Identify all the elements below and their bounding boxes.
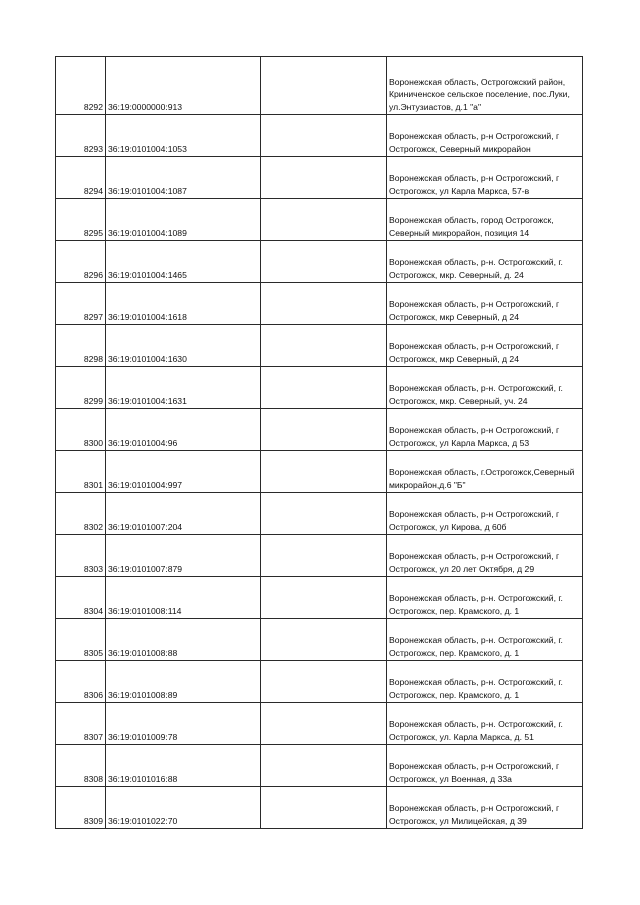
row-number-cell: 8294: [56, 157, 106, 199]
cadastral-number-cell: 36:19:0101008:114: [106, 577, 261, 619]
empty-cell: [261, 409, 387, 451]
table-row: [56, 283, 583, 325]
row-number-cell: 8297: [56, 283, 106, 325]
empty-cell: [261, 283, 387, 325]
row-number-cell: 8302: [56, 493, 106, 535]
empty-cell: [261, 241, 387, 283]
cadastral-number-cell: 36:19:0101004:1087: [106, 157, 261, 199]
cadastral-number-cell: 36:19:0101022:70: [106, 787, 261, 829]
table-row: [56, 787, 583, 829]
cadastral-number-cell: 36:19:0101004:1089: [106, 199, 261, 241]
address-cell: Воронежская область, р-н. Острогожский, г. Острогожск, пер. Крамского, д. 1: [387, 661, 583, 703]
row-number-cell: 8299: [56, 367, 106, 409]
table-row: [56, 535, 583, 577]
cadastral-number-cell: 36:19:0101004:1465: [106, 241, 261, 283]
cadastral-number-cell: 36:19:0101016:88: [106, 745, 261, 787]
row-number-cell: 8293: [56, 115, 106, 157]
cadastral-number-cell: 36:19:0101004:1630: [106, 325, 261, 367]
row-number-cell: 8308: [56, 745, 106, 787]
empty-cell: [261, 199, 387, 241]
address-cell: Воронежская область, р-н Острогожский, г Острогожск, мкр Северный, д 24: [387, 283, 583, 325]
address-cell: Воронежская область, город Острогожск, Северный микрорайон, позиция 14: [387, 199, 583, 241]
empty-cell: [261, 157, 387, 199]
records-table-body: [56, 57, 583, 829]
empty-cell: [261, 451, 387, 493]
row-number-cell: 8309: [56, 787, 106, 829]
address-cell: Воронежская область, р-н. Острогожский, г. Острогожск, мкр. Северный, уч. 24: [387, 367, 583, 409]
cadastral-number-cell: 36:19:0101008:89: [106, 661, 261, 703]
table-row: [56, 703, 583, 745]
table-row: [56, 451, 583, 493]
row-number-cell: 8295: [56, 199, 106, 241]
cadastral-number-cell: 36:19:0101008:88: [106, 619, 261, 661]
address-cell: Воронежская область, р-н Острогожский, г Острогожск, мкр Северный, д 24: [387, 325, 583, 367]
cadastral-number-cell: 36:19:0101009:78: [106, 703, 261, 745]
address-cell: Воронежская область, р-н Острогожский, г Острогожск, ул Карла Маркса, 57-в: [387, 157, 583, 199]
table-row: [56, 493, 583, 535]
empty-cell: [261, 787, 387, 829]
cadastral-number-cell: 36:19:0101007:879: [106, 535, 261, 577]
table-row: [56, 57, 583, 115]
row-number-cell: 8303: [56, 535, 106, 577]
row-number-cell: 8307: [56, 703, 106, 745]
table-row: [56, 199, 583, 241]
address-cell: Воронежская область, р-н Острогожский, г Острогожск, ул Кирова, д 60б: [387, 493, 583, 535]
row-number-cell: 8301: [56, 451, 106, 493]
table-row: [56, 241, 583, 283]
table-row: [56, 325, 583, 367]
records-table: [55, 56, 583, 829]
cadastral-number-cell: 36:19:0101007:204: [106, 493, 261, 535]
address-cell: Воронежская область, р-н Острогожский, г Острогожск, ул 20 лет Октября, д 29: [387, 535, 583, 577]
address-cell: Воронежская область, р-н Острогожский, г Острогожск, Северный микрорайон: [387, 115, 583, 157]
row-number-cell: 8292: [56, 57, 106, 115]
table-row: [56, 409, 583, 451]
empty-cell: [261, 577, 387, 619]
table-row: [56, 619, 583, 661]
table-row: [56, 661, 583, 703]
address-cell: Воронежская область, р-н Острогожский, г Острогожск, ул Военная, д 33а: [387, 745, 583, 787]
row-number-cell: 8296: [56, 241, 106, 283]
row-number-cell: 8298: [56, 325, 106, 367]
cadastral-number-cell: 36:19:0101004:96: [106, 409, 261, 451]
empty-cell: [261, 367, 387, 409]
address-cell: Воронежская область, р-н Острогожский, г Острогожск, ул Милицейская, д 39: [387, 787, 583, 829]
empty-cell: [261, 115, 387, 157]
empty-cell: [261, 661, 387, 703]
table-row: [56, 577, 583, 619]
address-cell: Воронежская область, р-н. Острогожский, г. Острогожск, ул. Карла Маркса, д. 51: [387, 703, 583, 745]
row-number-cell: 8304: [56, 577, 106, 619]
table-row: [56, 157, 583, 199]
empty-cell: [261, 325, 387, 367]
cadastral-number-cell: 36:19:0101004:1053: [106, 115, 261, 157]
empty-cell: [261, 57, 387, 115]
cadastral-number-cell: 36:19:0101004:997: [106, 451, 261, 493]
address-cell: Воронежская область, г.Острогожск,Северный микрорайон,д.6 "Б": [387, 451, 583, 493]
table-row: [56, 367, 583, 409]
cadastral-number-cell: 36:19:0000000:913: [106, 57, 261, 115]
address-cell: Воронежская область, Острогожский район, Криниченское сельское поселение, пос.Луки, ул.Энтузиастов, д.1 "а": [387, 57, 583, 115]
cadastral-number-cell: 36:19:0101004:1631: [106, 367, 261, 409]
row-number-cell: 8305: [56, 619, 106, 661]
address-cell: Воронежская область, р-н. Острогожский, г. Острогожск, пер. Крамского, д. 1: [387, 619, 583, 661]
empty-cell: [261, 535, 387, 577]
table-row: [56, 745, 583, 787]
address-cell: Воронежская область, р-н Острогожский, г Острогожск, ул Карла Маркса, д 53: [387, 409, 583, 451]
table-row: [56, 115, 583, 157]
empty-cell: [261, 619, 387, 661]
empty-cell: [261, 745, 387, 787]
empty-cell: [261, 703, 387, 745]
row-number-cell: 8306: [56, 661, 106, 703]
empty-cell: [261, 493, 387, 535]
row-number-cell: 8300: [56, 409, 106, 451]
address-cell: Воронежская область, р-н. Острогожский, г. Острогожск, мкр. Северный, д. 24: [387, 241, 583, 283]
cadastral-number-cell: 36:19:0101004:1618: [106, 283, 261, 325]
address-cell: Воронежская область, р-н. Острогожский, г. Острогожск, пер. Крамского, д. 1: [387, 577, 583, 619]
